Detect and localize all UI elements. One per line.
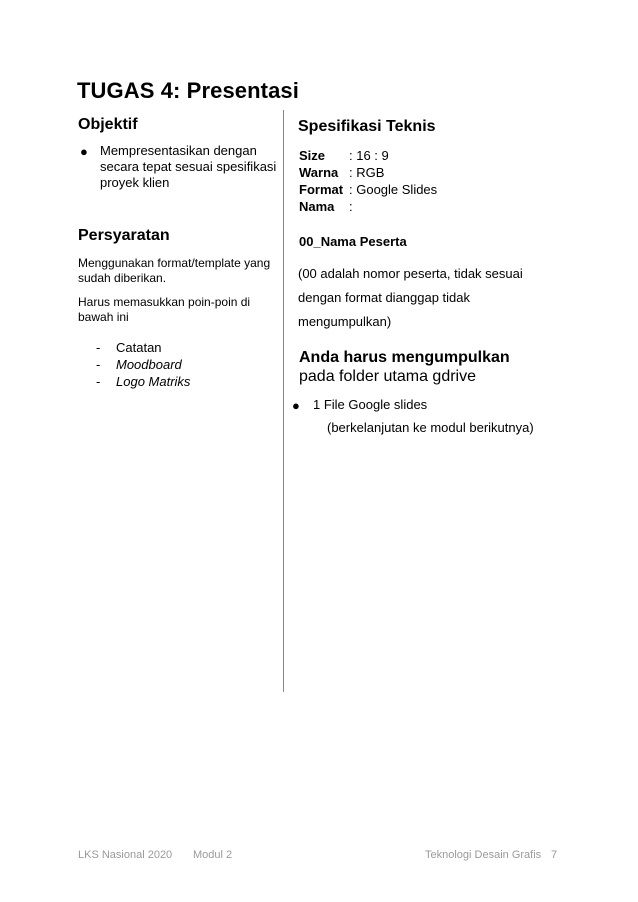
list-item — [96, 373, 190, 390]
spec-value: : 16 : 9 — [349, 148, 389, 163]
page-title: TUGAS 4: Presentasi — [77, 78, 299, 103]
persyaratan-paragraph-1 — [78, 256, 270, 286]
kumpul-heading — [299, 348, 510, 386]
list-item — [96, 356, 190, 373]
nama-format: 00_Nama Peserta — [299, 234, 407, 249]
paragraph-line: bawah ini — [78, 310, 129, 324]
paragraph-line: Menggunakan format/template yang — [78, 256, 271, 270]
nama-note — [298, 262, 523, 334]
list-item — [96, 339, 190, 356]
footer-event: LKS Nasional 2020 — [78, 849, 173, 861]
objektif-line: proyek klien — [100, 175, 170, 190]
kumpul-bullet-icon: ● — [292, 398, 300, 413]
kumpul-heading-line-1: Anda harus mengumpulkan — [299, 349, 510, 366]
spec-key: Nama — [299, 199, 335, 214]
spec-value: : — [349, 199, 353, 214]
spec-key: Format — [299, 182, 344, 197]
persyaratan-list — [96, 339, 190, 390]
list-item-label: Logo Matriks — [116, 374, 191, 389]
objektif-bullet-icon: ● — [80, 144, 88, 159]
spec-key: Size — [299, 148, 326, 163]
spec-value: : Google Slides — [349, 182, 438, 197]
list-item-label: Moodboard — [116, 357, 182, 372]
persyaratan-heading: Persyaratan — [78, 227, 170, 244]
spec-row-format — [299, 181, 437, 198]
kumpul-item-note: (berkelanjutan ke modul berikutnya) — [327, 420, 534, 435]
paragraph-line: Harus memasukkan poin-poin di — [78, 295, 251, 309]
objektif-text — [100, 143, 276, 191]
spec-row-warna — [299, 164, 437, 181]
paragraph-line: sudah diberikan. — [78, 271, 167, 285]
persyaratan-paragraph-2 — [78, 295, 250, 325]
column-divider — [283, 110, 284, 692]
list-item-label: Catatan — [116, 340, 162, 355]
kumpul-heading-line-2: pada folder utama gdrive — [299, 368, 476, 385]
spec-row-nama — [299, 198, 437, 215]
footer-page-number: 7 — [551, 849, 558, 861]
note-line: dengan format dianggap tidak — [298, 290, 471, 305]
note-line: (00 adalah nomor peserta, tidak sesuai — [298, 266, 523, 281]
kumpul-item: 1 File Google slides — [313, 397, 428, 412]
objektif-line: Mempresentasikan dengan — [100, 143, 257, 158]
footer-subject: Teknologi Desain Grafis — [425, 849, 542, 861]
spec-value: : RGB — [349, 165, 385, 180]
dash-icon: - — [96, 340, 101, 355]
spec-row-size — [299, 147, 437, 164]
spec-table — [299, 147, 437, 215]
note-line: mengumpulkan) — [298, 314, 392, 329]
dash-icon: - — [96, 374, 101, 389]
footer-module: Modul 2 — [193, 849, 233, 861]
objektif-line: secara tepat sesuai spesifikasi — [100, 159, 277, 174]
objektif-heading: Objektif — [78, 116, 138, 133]
dash-icon: - — [96, 357, 101, 372]
spesifikasi-heading: Spesifikasi Teknis — [298, 118, 436, 135]
spec-key: Warna — [299, 165, 339, 180]
